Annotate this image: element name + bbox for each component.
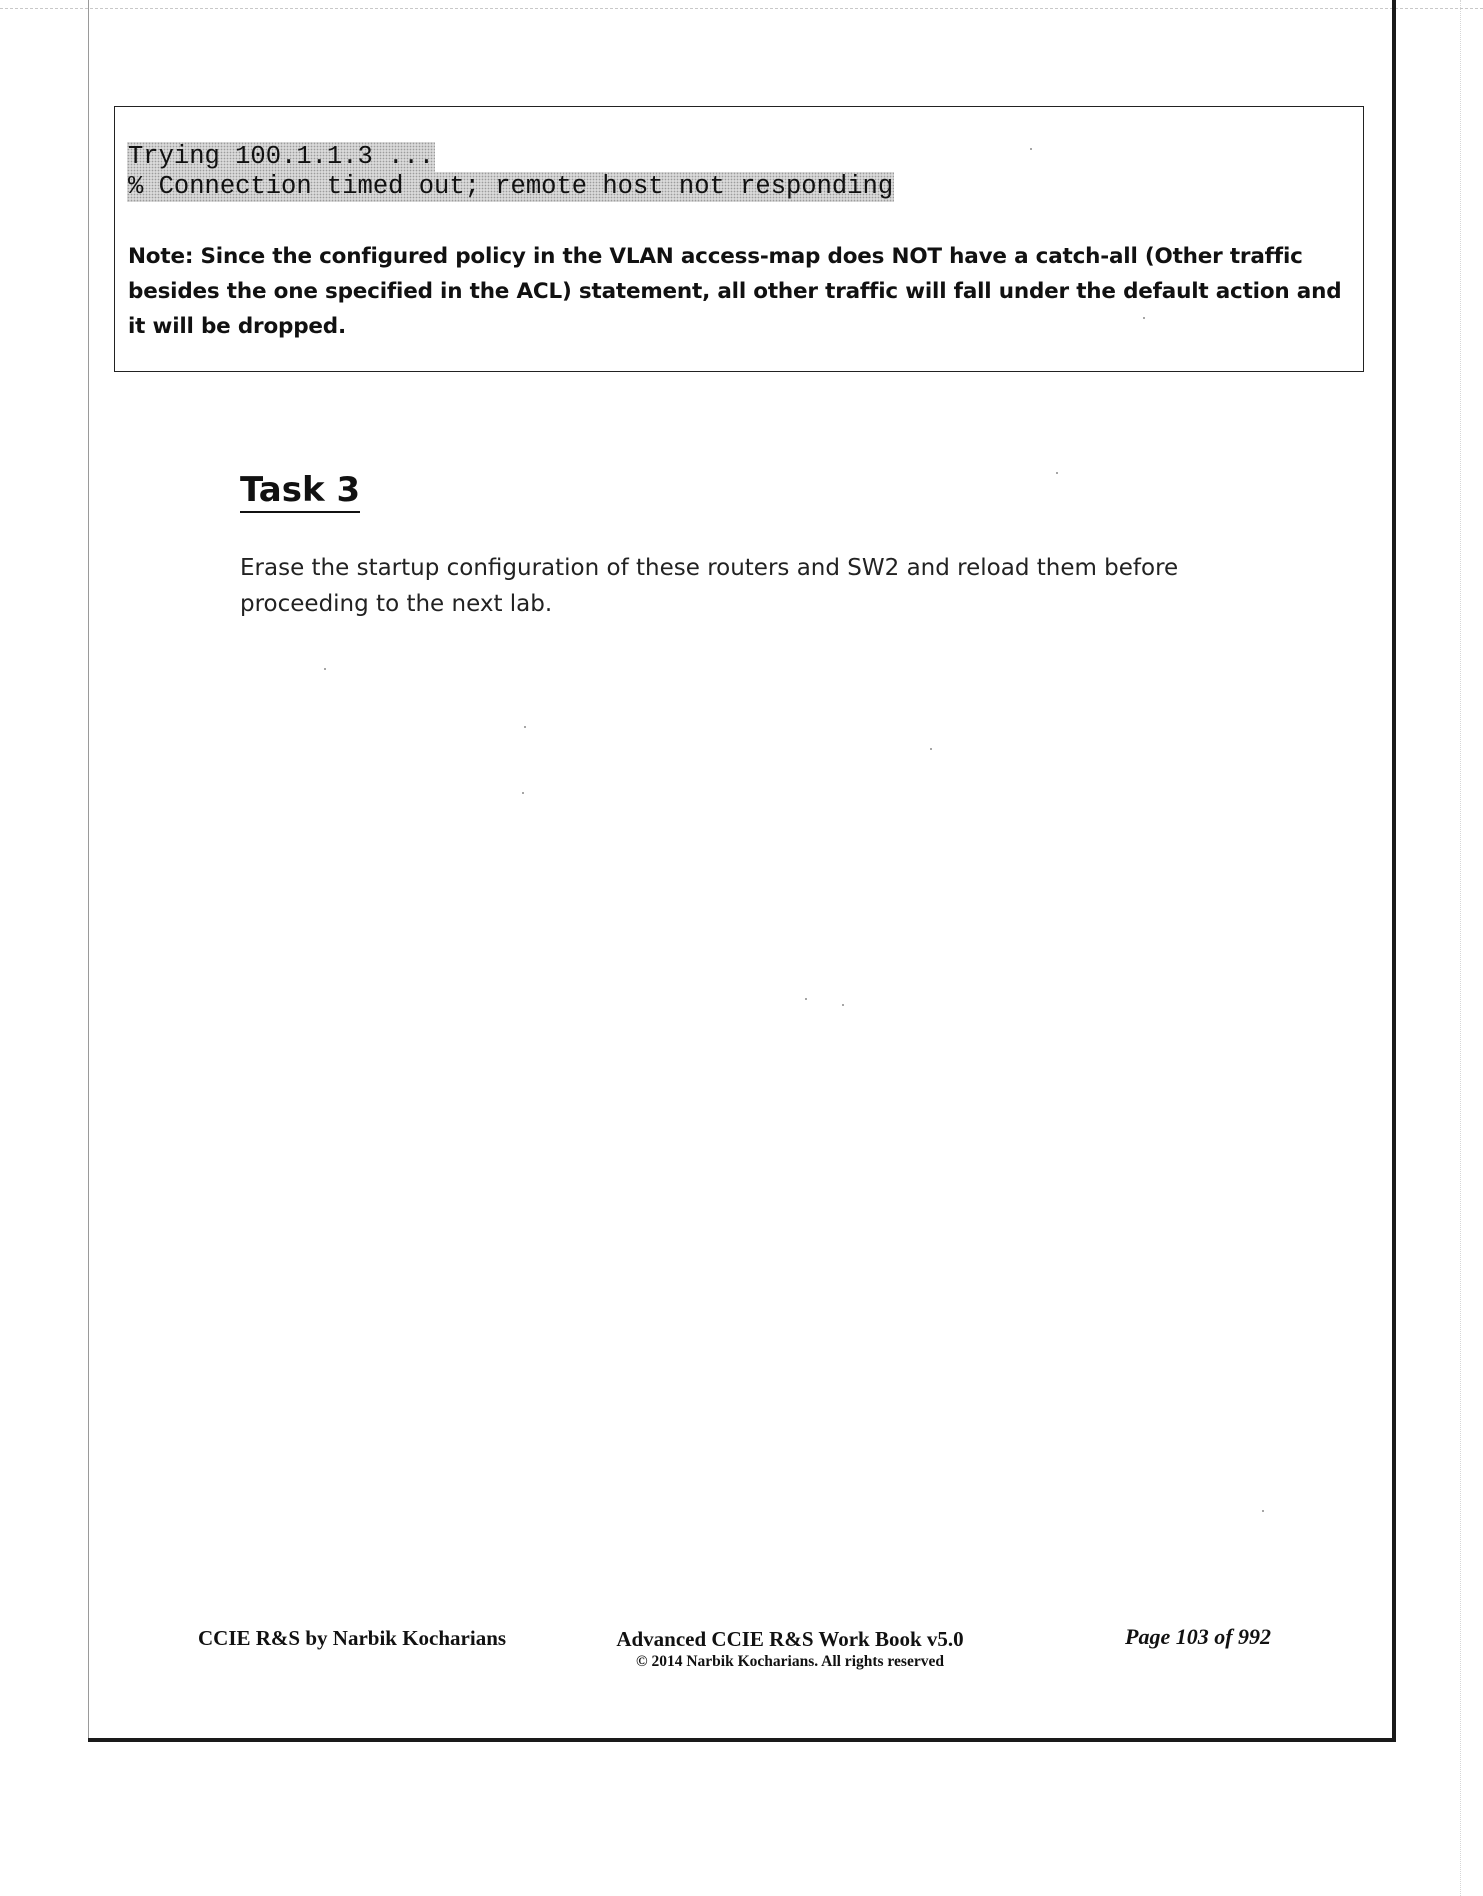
scan-speck bbox=[1262, 1510, 1264, 1512]
footer-book-title: Advanced CCIE R&S Work Book v5.0 bbox=[616, 1627, 964, 1651]
page-frame-left bbox=[88, 0, 89, 1742]
footer-center bbox=[560, 1626, 1020, 1672]
scan-speck bbox=[930, 748, 932, 750]
scan-speck bbox=[1030, 148, 1032, 150]
scan-speck bbox=[522, 792, 524, 794]
footer-page-number: Page 103 of 992 bbox=[1125, 1624, 1272, 1649]
console-output bbox=[127, 142, 894, 202]
scan-speck bbox=[1143, 317, 1145, 319]
scan-speck bbox=[805, 998, 807, 1000]
console-line: Trying 100.1.1.3 ... bbox=[128, 142, 435, 171]
footer-author: CCIE R&S by Narbik Kocharians bbox=[198, 1626, 507, 1650]
page-frame-right bbox=[1392, 0, 1396, 1742]
scan-speck bbox=[324, 668, 326, 670]
scan-edge-line bbox=[1460, 0, 1461, 1896]
note-text: Note: Since the configured policy in the VLAN access-map does NOT have a catch-all (Other traffic besides the one specified in the ACL) statement, all other traffic will fall under the default action and it will be dropped. bbox=[128, 244, 1342, 339]
scan-speck bbox=[1056, 472, 1058, 474]
scan-speck bbox=[842, 1004, 844, 1006]
task-description: Erase the startup configuration of these routers and SW2 and reload them before proceeding to the next lab. bbox=[240, 555, 1179, 617]
console-line: % Connection timed out; remote host not responding bbox=[128, 172, 894, 201]
task-heading: Task 3 bbox=[240, 470, 360, 513]
note-box bbox=[114, 106, 1364, 372]
scan-speck bbox=[524, 726, 526, 728]
scan-top-rule bbox=[0, 8, 1483, 9]
footer-copyright: © 2014 Narbik Kocharians. All rights reserved bbox=[636, 1653, 944, 1670]
page-frame-bottom bbox=[88, 1738, 1396, 1742]
